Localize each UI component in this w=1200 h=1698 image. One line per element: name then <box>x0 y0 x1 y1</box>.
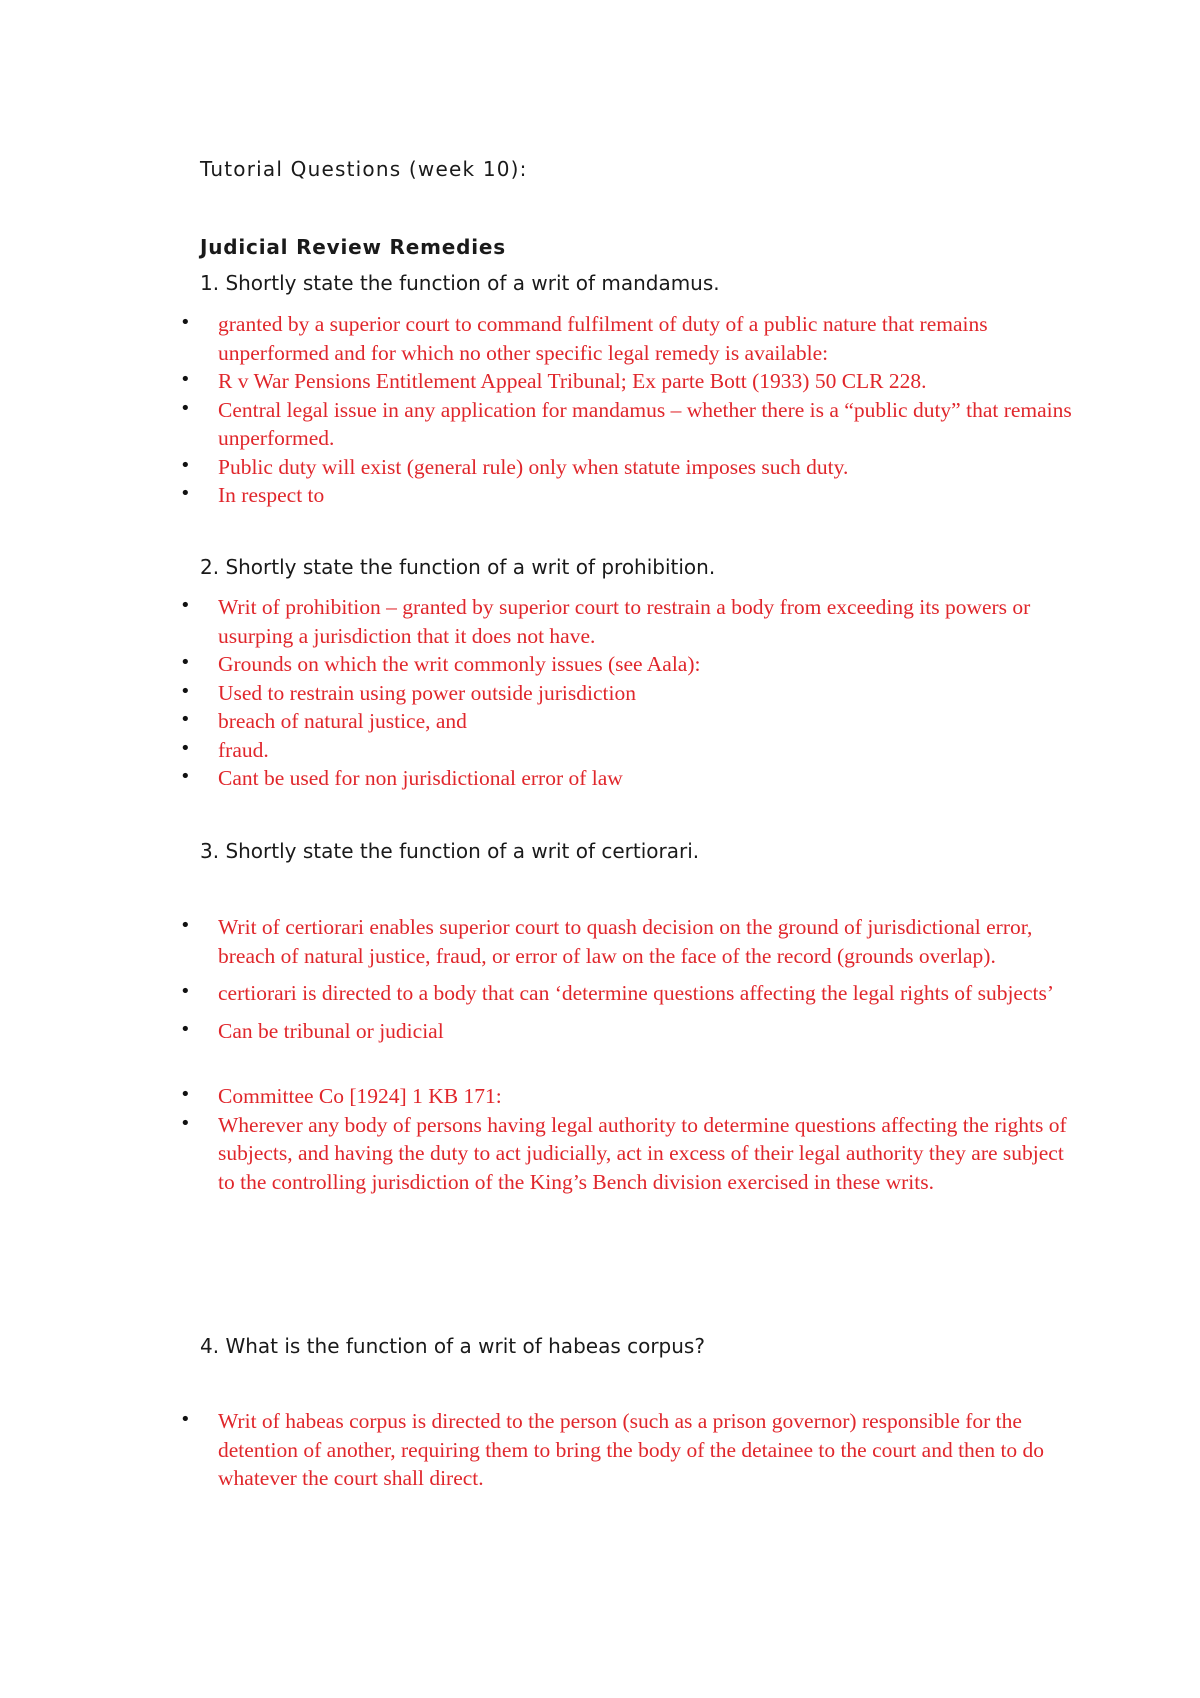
list-item: • Used to restrain using power outside jurisdiction <box>180 680 636 705</box>
bullet-icon: • <box>180 1112 191 1134</box>
list-item: • fraud. <box>180 737 269 762</box>
bullet-icon: • <box>180 1018 191 1040</box>
bullet-icon: • <box>180 652 191 673</box>
list-item: • Cant be used for non jurisdictional error of law <box>180 766 623 790</box>
bullet-icon: • <box>180 397 191 419</box>
question-3: 3. Shortly state the function of a writ of certiorari. <box>200 839 700 863</box>
answer-list-1 <box>0 310 1078 510</box>
section-heading: Judicial Review Remedies <box>200 235 506 259</box>
bullet-icon: • <box>180 369 191 390</box>
answer-list-4 <box>0 1407 1078 1493</box>
list-item: • breach of natural justice, and <box>180 709 467 733</box>
list-item: • granted by a superior court to command fulfilment of duty of a public nature that remains unperformed and for which no other specific legal remedy is available: <box>180 312 988 365</box>
bullet-icon: • <box>180 1084 191 1105</box>
question-2: 2. Shortly state the function of a writ of prohibition. <box>200 555 716 579</box>
bullet-icon: • <box>180 915 191 936</box>
bullet-icon: • <box>180 312 191 333</box>
bullet-icon: • <box>180 595 191 616</box>
document-title: Tutorial Questions (week 10): <box>200 157 528 181</box>
list-item: • Grounds on which the writ commonly issues (see Aala): <box>180 652 701 676</box>
list-item: • Can be tribunal or judicial <box>180 1018 444 1043</box>
list-item: • R v War Pensions Entitlement Appeal Tribunal; Ex parte Bott (1933) 50 CLR 228. <box>180 369 927 393</box>
bullet-icon: • <box>180 680 191 702</box>
list-item: • Writ of habeas corpus is directed to the person (such as a prison governor) responsible for the detention of another, requiring them to bring the body of the detainee to the court and then to do whatever the court shall direct. <box>180 1409 1045 1490</box>
bullet-icon: • <box>180 483 191 504</box>
list-item: • In respect to <box>180 483 325 507</box>
bullet-icon: • <box>180 709 191 730</box>
list-item: • Writ of certiorari enables superior court to quash decision on the ground of jurisdictional error, breach of natural justice, fraud, or error of law on the face of the record (grounds overlap). <box>180 915 1033 968</box>
answer-list-2 <box>0 593 1078 793</box>
answer-list-3 <box>0 913 1078 1196</box>
question-4: 4. What is the function of a writ of habeas corpus? <box>200 1334 705 1358</box>
question-1: 1. Shortly state the function of a writ of mandamus. <box>200 271 720 295</box>
bullet-icon: • <box>180 981 191 1002</box>
list-item: • Central legal issue in any application for mandamus – whether there is a “public duty” that remains unperformed. <box>180 397 1072 450</box>
list-item: • certiorari is directed to a body that can ‘determine questions affecting the legal rights of subjects’ <box>180 981 1055 1005</box>
list-item: • Public duty will exist (general rule) only when statute imposes such duty. <box>180 454 849 479</box>
list-item: • Wherever any body of persons having legal authority to determine questions affecting the rights of subjects, and having the duty to act judicially, act in excess of their legal authority they are subject to the controlling jurisdiction of the King’s Bench division exercised in these writs. <box>180 1112 1067 1194</box>
bullet-icon: • <box>180 454 191 476</box>
bullet-icon: • <box>180 1409 191 1430</box>
list-item: • Committee Co [1924] 1 KB 171: <box>180 1084 502 1108</box>
bullet-icon: • <box>180 766 191 787</box>
list-item: • Writ of prohibition – granted by superior court to restrain a body from exceeding its powers or usurping a jurisdiction that it does not have. <box>180 595 1031 648</box>
bullet-icon: • <box>180 737 191 759</box>
